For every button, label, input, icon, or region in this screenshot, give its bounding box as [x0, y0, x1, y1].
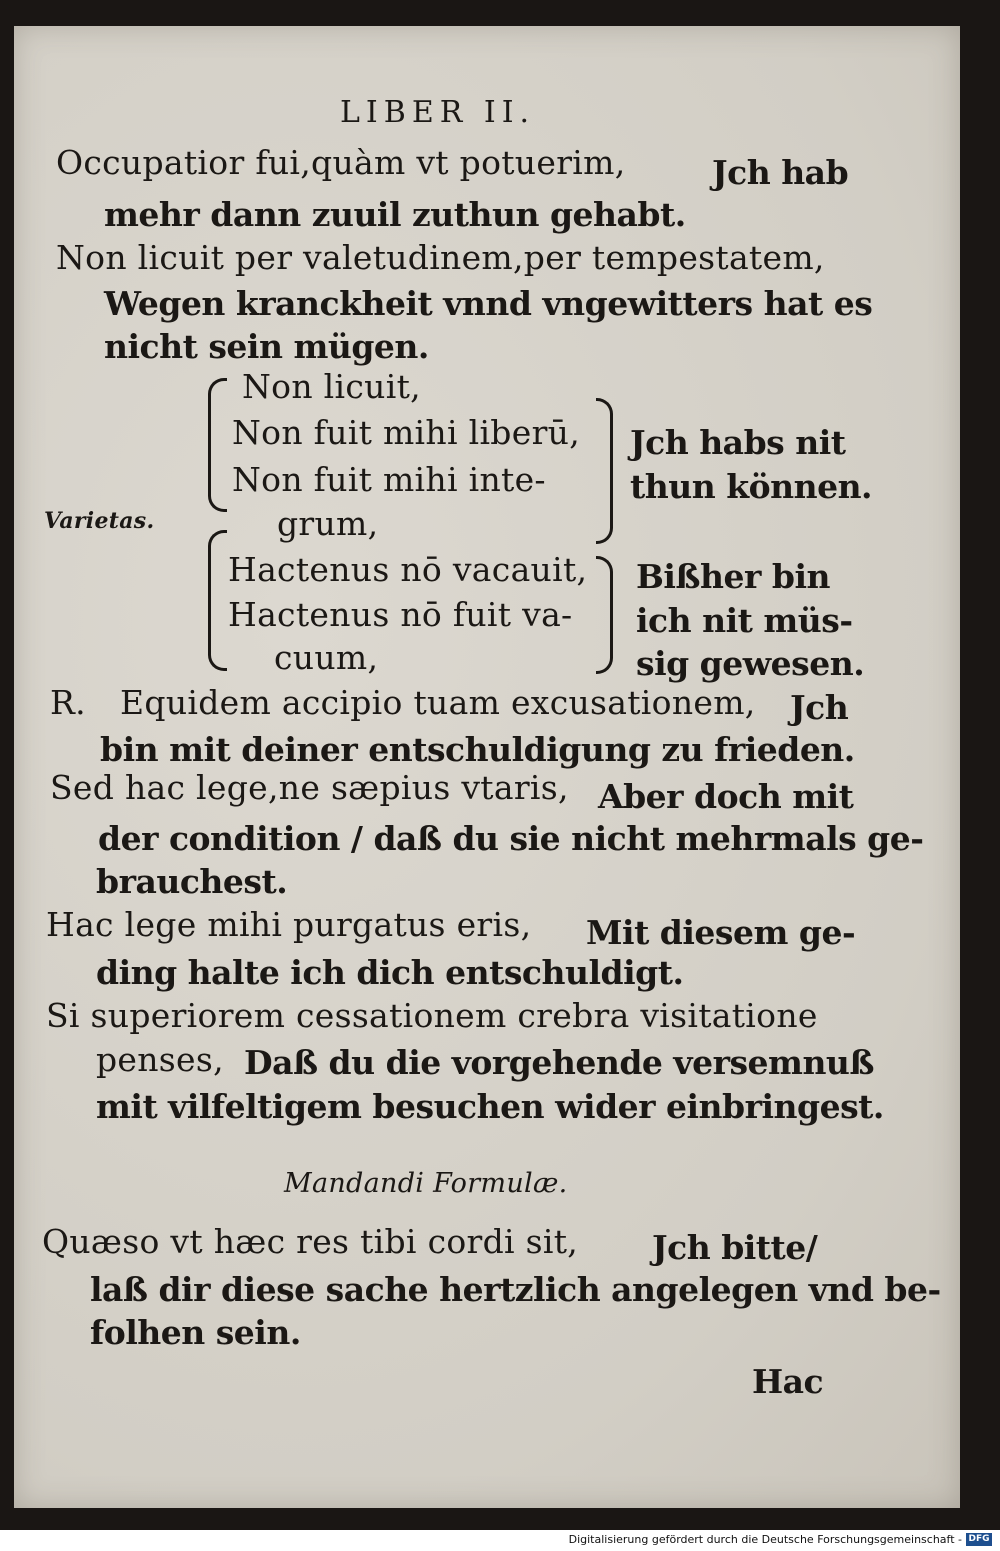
latin-line: Hactenus nō fuit va- [228, 595, 573, 634]
running-title: LIBER II. [340, 95, 536, 130]
german-line: der condition / daß du sie nicht mehrmals ge- [98, 819, 924, 858]
right-brace-bottom [596, 556, 613, 674]
varietas-label: Varietas. [44, 508, 155, 534]
german-line: sig gewesen. [636, 644, 865, 683]
german-line: Daß du die vorgehende versemnuß [244, 1043, 874, 1082]
latin-line: Si superiorem cessationem crebra visitatione [46, 996, 818, 1035]
german-line: Jch bitte/ [652, 1228, 818, 1267]
left-brace-bottom [208, 530, 227, 671]
german-line: laß dir diese sache hertzlich angelegen vnd be- [90, 1270, 941, 1309]
german-line: Jch habs nit [630, 423, 846, 462]
german-line: folhen sein. [90, 1313, 301, 1352]
latin-line: Hactenus nō vacauit, [228, 550, 588, 589]
catchword: Hac [752, 1362, 824, 1401]
latin-line: Non fuit mihi inte- [232, 460, 546, 499]
german-line: ding halte ich dich entschuldigt. [96, 953, 684, 992]
german-line: ich nit müs- [636, 601, 853, 640]
latin-line: Non fuit mihi liberū, [232, 413, 580, 452]
latin-line: Occupatior fui,quàm vt potuerim, [56, 143, 626, 182]
german-line: mit vilfeltigem besuchen wider einbringest. [96, 1087, 884, 1126]
german-line: mehr dann zuuil zuthun gehabt. [104, 195, 686, 234]
german-line: nicht sein mügen. [104, 327, 429, 366]
left-brace-top [208, 378, 227, 512]
german-line: brauchest. [96, 862, 288, 901]
speaker-marker: R. [50, 683, 86, 722]
german-line: Wegen kranckheit vnnd vngewitters hat es [104, 284, 873, 323]
latin-line: grum, [277, 504, 379, 543]
section-heading: Mandandi Formulæ. [284, 1168, 568, 1199]
latin-line: Sed hac lege,ne sæpius vtaris, [50, 768, 569, 807]
dfg-logo: DFG [966, 1533, 992, 1546]
funding-credit: Digitalisierung gefördert durch die Deutsche Forschungsgemeinschaft - [568, 1533, 962, 1546]
right-brace-top [596, 398, 613, 544]
latin-line: Non licuit, [242, 367, 421, 406]
latin-line: Hac lege mihi purgatus eris, [46, 905, 532, 944]
latin-line: penses, [96, 1040, 224, 1079]
german-line: Jch hab [712, 153, 849, 192]
latin-line: cuum, [274, 638, 379, 677]
german-line: Bißher bin [636, 557, 830, 596]
german-line: Mit diesem ge- [586, 913, 856, 952]
latin-line: Non licuit per valetudinem,per tempestatem, [56, 238, 825, 277]
latin-line: Equidem accipio tuam excusationem, [120, 683, 756, 722]
german-line: Jch [790, 688, 849, 727]
german-line: bin mit deiner entschuldigung zu frieden. [100, 730, 855, 769]
german-line: thun können. [630, 467, 873, 506]
german-line: Aber doch mit [598, 777, 854, 816]
latin-line: Quæso vt hæc res tibi cordi sit, [42, 1222, 579, 1261]
